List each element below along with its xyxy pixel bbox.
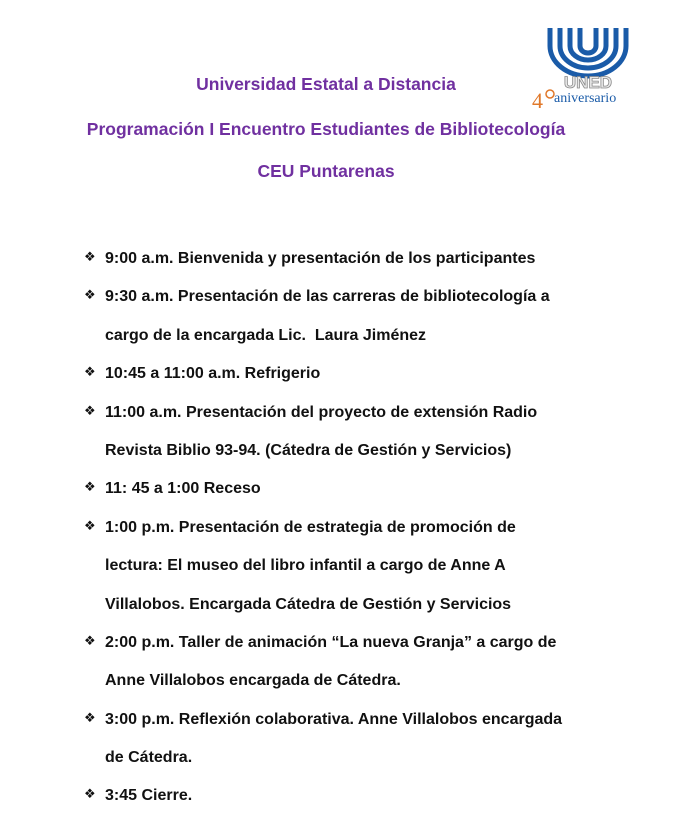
diamond-bullet-icon: ❖: [84, 517, 96, 533]
diamond-bullet-icon: ❖: [84, 632, 96, 648]
institution-title: Universidad Estatal a Distancia: [196, 74, 456, 94]
agenda-item-text: 3:45 Cierre.: [105, 787, 193, 805]
agenda-item-text: Anne Villalobos encargada de Cátedra.: [105, 672, 401, 690]
agenda-item: [84, 785, 562, 823]
agenda-item: [84, 363, 562, 401]
logo-uned-text: UNED: [563, 73, 613, 92]
agenda-item-text: Villalobos. Encargada Cátedra de Gestión y Servicios: [105, 595, 512, 613]
agenda-item-text: 11:00 a.m. Presentación del proyecto de extensión Radio: [105, 403, 538, 421]
uned-40-anniversary-logo: [528, 22, 648, 112]
agenda-item-text: cargo de la encargada Lic. Laura Jiménez: [105, 326, 427, 344]
agenda-list: [84, 248, 562, 824]
agenda-item: [84, 402, 562, 479]
event-title: Programación I Encuentro Estudiantes de Bibliotecología: [86, 119, 566, 139]
diamond-bullet-icon: ❖: [84, 479, 96, 495]
diamond-bullet-icon: ❖: [84, 287, 96, 303]
agenda-item-text: 9:00 a.m. Bienvenida y presentación de los participantes: [105, 250, 536, 267]
agenda-item: [84, 248, 562, 286]
agenda-item-text: 11: 45 a 1:00 Receso: [105, 480, 261, 498]
agenda-item-text: de Cátedra.: [105, 749, 193, 767]
agenda-item-text: lectura: El museo del libro infantil a cargo de Anne A: [105, 557, 506, 575]
diamond-bullet-icon: ❖: [84, 709, 96, 725]
agenda-item: [84, 709, 562, 786]
agenda-item: [84, 478, 562, 516]
diamond-bullet-icon: ❖: [84, 402, 96, 418]
diamond-bullet-icon: ❖: [84, 786, 96, 802]
agenda-item-text: 1:00 p.m. Presentación de estrategia de promoción de: [105, 518, 516, 536]
agenda-item-text: 3:00 p.m. Reflexión colaborativa. Anne Villalobos encargada: [105, 710, 563, 728]
diamond-bullet-icon: ❖: [84, 249, 96, 264]
location-title: CEU Puntarenas: [257, 161, 395, 181]
agenda-item-text: 10:45 a 11:00 a.m. Refrigerio: [105, 365, 321, 383]
agenda-item: [84, 632, 562, 709]
diamond-bullet-icon: ❖: [84, 364, 96, 380]
logo-anniversary-text: aniversario: [554, 91, 617, 106]
agenda-item-text: Revista Biblio 93-94. (Cátedra de Gestión y Servicios): [105, 441, 512, 459]
logo-anniversary-number: 4: [532, 88, 543, 112]
agenda-item: [84, 517, 562, 632]
agenda-item-text: 9:30 a.m. Presentación de las carreras de bibliotecología a: [105, 288, 550, 306]
agenda-item: [84, 286, 562, 363]
agenda-item-text: 2:00 p.m. Taller de animación “La nueva Granja” a cargo de: [105, 633, 557, 651]
